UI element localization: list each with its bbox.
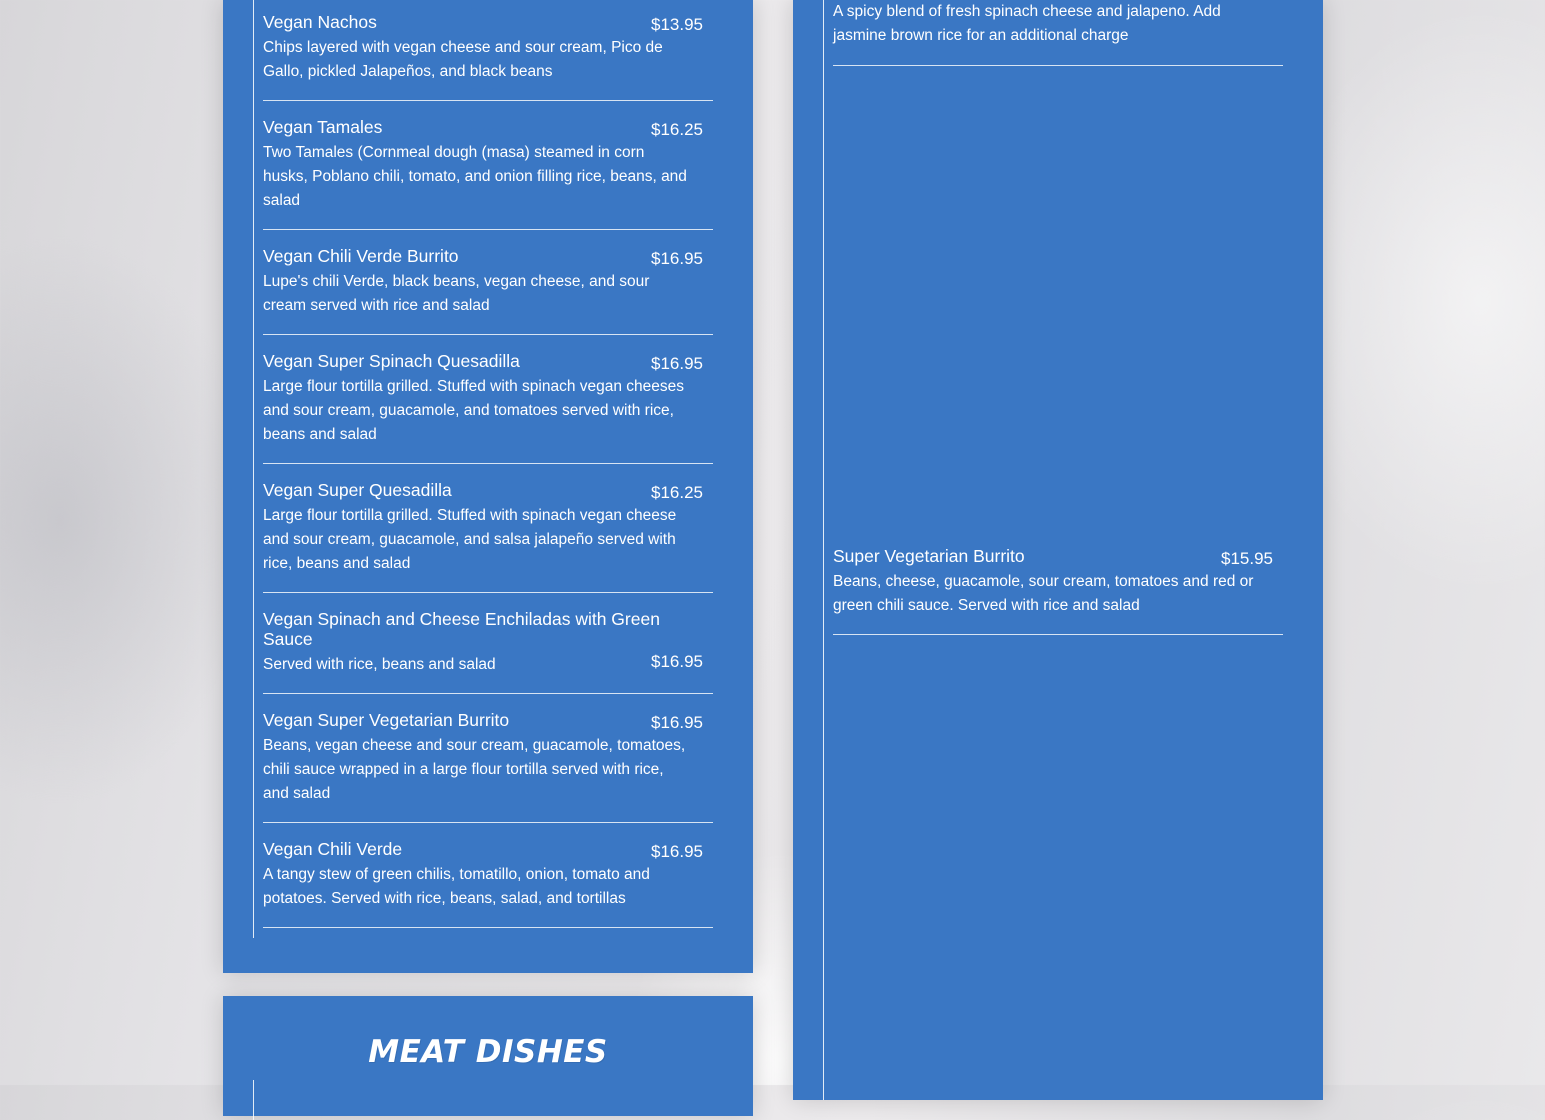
menu-item <box>833 0 1283 66</box>
menu-item <box>833 546 1283 635</box>
item-name: Vegan Super Spinach Quesadilla <box>263 351 520 371</box>
meat-dishes-panel <box>223 996 753 1116</box>
item-description: Lupe's chili Verde, black beans, vegan cheese, and sour cream served with rice and salad <box>263 273 650 314</box>
item-price: $16.95 <box>651 713 703 732</box>
vertical-divider <box>823 0 824 1100</box>
item-price: $16.95 <box>651 354 703 373</box>
item-price: $16.25 <box>651 483 703 502</box>
item-price: $16.95 <box>651 842 703 861</box>
menu-item <box>263 839 713 928</box>
item-description: Beans, cheese, guacamole, sour cream, tomatoes and red or green chili sauce. Served with rice and salad <box>833 573 1254 614</box>
menu-item <box>263 351 713 464</box>
menu-item <box>263 246 713 335</box>
vertical-divider <box>253 0 254 938</box>
item-price: $16.95 <box>651 652 703 671</box>
menu-item <box>263 609 713 694</box>
item-name: Vegan Super Quesadilla <box>263 480 452 500</box>
section-title: MEAT DISHES <box>368 1034 608 1070</box>
item-description: Served with rice, beans and salad <box>263 656 496 673</box>
item-name: Vegan Chili Verde Burrito <box>263 246 459 266</box>
item-price: $13.95 <box>651 15 703 34</box>
item-description: A spicy blend of fresh spinach cheese and jalapeno. Add jasmine brown rice for an additional charge <box>833 3 1221 44</box>
item-name: Vegan Tamales <box>263 117 383 137</box>
item-price: $16.25 <box>651 120 703 139</box>
item-description: Large flour tortilla grilled. Stuffed with spinach vegan cheese and sour cream, guacamole, and salsa jalapeño served with rice, beans and salad <box>263 507 677 572</box>
vegan-menu-panel <box>223 0 753 973</box>
item-name: Vegan Super Vegetarian Burrito <box>263 710 510 730</box>
item-description: Chips layered with vegan cheese and sour cream, Pico de Gallo, pickled Jalapeños, and black beans <box>263 39 663 80</box>
menu-item <box>263 117 713 230</box>
menu-item <box>263 480 713 593</box>
item-description: Beans, vegan cheese and sour cream, guacamole, tomatoes, chili sauce wrapped in a large flour tortilla served with rice, and salad <box>263 737 686 802</box>
item-description: Two Tamales (Cornmeal dough (masa) steamed in corn husks, Poblano chili, tomato, and onion filling rice, beans, and salad <box>263 144 687 209</box>
menu-item <box>263 710 713 823</box>
item-description: Large flour tortilla grilled. Stuffed with spinach vegan cheeses and sour cream, guacamole, and tomatoes served with rice, beans and salad <box>263 378 685 443</box>
item-name: Super Vegetarian Burrito <box>833 546 1025 566</box>
menu-item <box>263 12 713 101</box>
item-name: Vegan Spinach and Cheese Enchiladas with Green Sauce <box>263 609 660 649</box>
item-price: $16.95 <box>651 249 703 268</box>
item-price: $15.95 <box>1221 549 1273 568</box>
vertical-divider <box>253 1080 254 1120</box>
vegetarian-menu-panel <box>793 0 1323 1100</box>
item-description: A tangy stew of green chilis, tomatillo, onion, tomato and potatoes. Served with rice, beans, salad, and tortillas <box>263 866 650 907</box>
item-name: Vegan Chili Verde <box>263 839 403 859</box>
item-name: Vegan Nachos <box>263 12 377 32</box>
